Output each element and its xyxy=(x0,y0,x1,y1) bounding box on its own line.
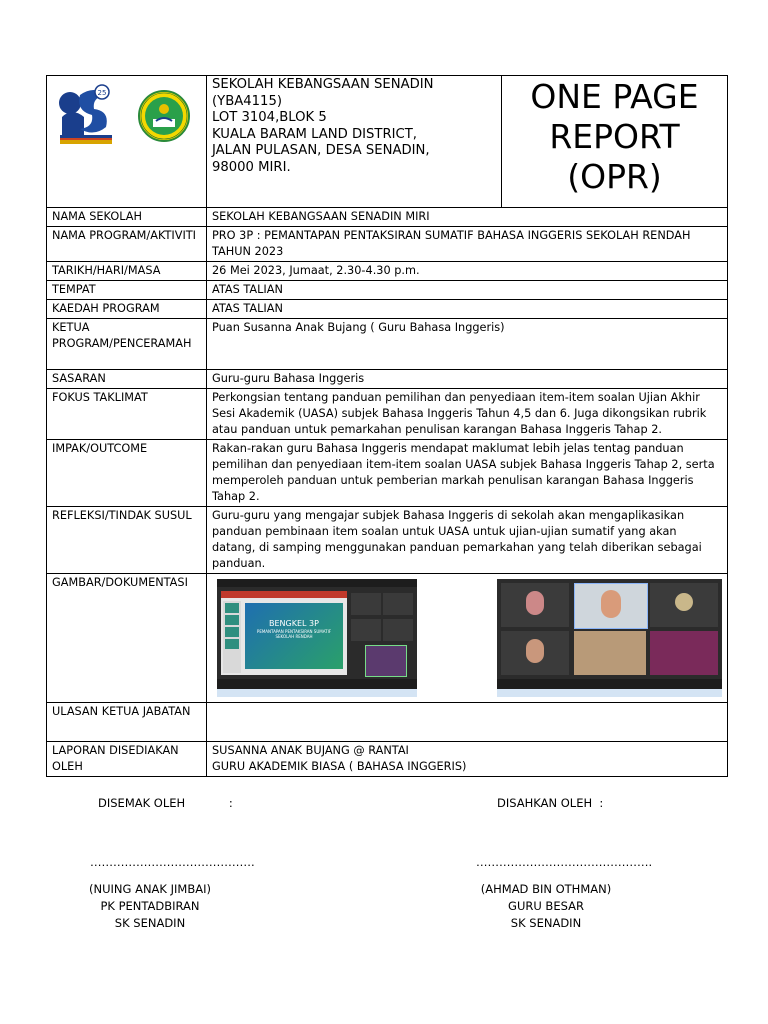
opr-table xyxy=(46,75,728,777)
report-title xyxy=(502,76,728,208)
photo-cell xyxy=(207,574,728,703)
school-crest-icon xyxy=(139,91,189,141)
slide-window xyxy=(221,591,347,675)
row-label: GAMBAR/DOKUMENTASI xyxy=(47,574,207,703)
row-value xyxy=(207,703,728,742)
disahkan-heading: DISAHKAN OLEH : xyxy=(497,796,604,810)
row-label: ULASAN KETUA JABATAN xyxy=(47,703,207,742)
row-kaedah xyxy=(47,300,728,319)
disahkan-school: SK SENADIN xyxy=(510,916,582,930)
row-tarikh xyxy=(47,262,728,281)
meeting-screenshot-2 xyxy=(497,579,722,697)
disahkan-name: (AHMAD BIN OTHMAN) xyxy=(480,882,612,896)
row-gambar xyxy=(47,574,728,703)
row-refleksi xyxy=(47,507,728,574)
logos-cell xyxy=(47,76,207,208)
row-value: Guru-guru yang mengajar subjek Bahasa Inggeris di sekolah akan mengaplikasikan panduan pembinaan item soalan untuk UASA untuk ujian-ujian sumatif yang akan datang, di samping menggunakan panduan pemarkahan yang telah diberikan sebagai panduan. xyxy=(207,507,728,574)
row-value: PRO 3P : PEMANTAPAN PENTAKSIRAN SUMATIF BAHASA INGGERIS SEKOLAH RENDAH TAHUN 2023 xyxy=(207,227,728,262)
row-fokus xyxy=(47,389,728,440)
row-label: LAPORAN DISEDIAKAN OLEH xyxy=(47,742,207,777)
meeting-screenshot-1 xyxy=(217,579,417,697)
row-nama-program xyxy=(47,227,728,262)
header-row xyxy=(47,76,728,208)
row-ketua-program xyxy=(47,319,728,370)
row-sasaran xyxy=(47,370,728,389)
row-ulasan xyxy=(47,703,728,742)
disemak-role: PK PENTADBIRAN xyxy=(100,899,200,913)
address-line: 98000 MIRI. xyxy=(212,159,291,175)
address-line: JALAN PULASAN, DESA SENADIN, xyxy=(212,143,430,158)
disemak-label: DISEMAK OLEH xyxy=(98,796,186,810)
row-label: TARIKH/HARI/MASA xyxy=(47,262,207,281)
logo-number: 25 xyxy=(97,89,107,97)
school-logos xyxy=(52,77,192,201)
title-line: REPORT xyxy=(549,117,680,156)
row-tempat xyxy=(47,281,728,300)
disemak-heading xyxy=(98,795,233,812)
row-value: ATAS TALIAN xyxy=(207,300,728,319)
row-label: KAEDAH PROGRAM xyxy=(47,300,207,319)
disahkan-signature-line: ………………………………………. xyxy=(476,855,653,869)
row-impak xyxy=(47,440,728,507)
disahkan-block xyxy=(466,881,626,932)
row-label: NAMA SEKOLAH xyxy=(47,208,207,227)
row-value: Guru-guru Bahasa Inggeris xyxy=(207,370,728,389)
school-address xyxy=(207,76,502,208)
title-line: (OPR) xyxy=(567,157,662,196)
ppd-logo-icon xyxy=(59,85,112,144)
row-value: Perkongsian tentang panduan pemilihan dan penyediaan item-item soalan Ujian Akhir Sesi Akademik (UASA) subjek Bahasa Inggeris Tahun 4,5 dan 6. Juga dikongsikan rubrik atau panduan untuk pemarkahan penulisan karangan Bahasa Inggeris Tahap 2. xyxy=(207,389,728,440)
row-label: FOKUS TAKLIMAT xyxy=(47,389,207,440)
slide-title: BENGKEL 3P xyxy=(269,619,319,628)
row-value: Puan Susanna Anak Bujang ( Guru Bahasa Inggeris) xyxy=(207,319,728,370)
disemak-signature-line: ……………………………………. xyxy=(90,855,255,869)
row-value: Rakan-rakan guru Bahasa Inggeris mendapat maklumat lebih jelas tentag panduan pemilihan dan penyediaan item-item soalan UASA subjek Bahasa Inggeris Tahap 2, serta memperoleh panduan untuk pemberian markah penulisan karangan Bahasa Inggeris Tahap 2. xyxy=(207,440,728,507)
row-value: SEKOLAH KEBANGSAAN SENADIN MIRI xyxy=(207,208,728,227)
title-line: ONE PAGE xyxy=(530,77,699,116)
row-value: ATAS TALIAN xyxy=(207,281,728,300)
preparer-name: SUSANNA ANAK BUJANG @ RANTAI xyxy=(212,744,409,757)
row-label: KETUA PROGRAM/PENCERAMAH xyxy=(47,319,207,370)
row-label: NAMA PROGRAM/AKTIVITI xyxy=(47,227,207,262)
row-label: TEMPAT xyxy=(47,281,207,300)
disemak-school: SK SENADIN xyxy=(114,916,186,930)
address-line: (YBA4115) xyxy=(212,93,282,109)
address-line: KUALA BARAM LAND DISTRICT, xyxy=(212,126,417,142)
disemak-block xyxy=(70,881,230,932)
disemak-colon: : xyxy=(228,796,233,810)
disemak-name: (NUING ANAK JIMBAI) xyxy=(89,882,211,896)
row-label: IMPAK/OUTCOME xyxy=(47,440,207,507)
row-value xyxy=(207,742,728,777)
slide-subtitle: PEMANTAPAN PENTAKSIRAN SUMATIF SEKOLAH RENDAH xyxy=(256,629,332,639)
row-value: 26 Mei 2023, Jumaat, 2.30-4.30 p.m. xyxy=(207,262,728,281)
row-label: REFLEKSI/TINDAK SUSUL xyxy=(47,507,207,574)
disahkan-role: GURU BESAR xyxy=(508,899,584,913)
row-nama-sekolah xyxy=(47,208,728,227)
row-laporan xyxy=(47,742,728,777)
address-line: LOT 3104,BLOK 5 xyxy=(212,110,327,125)
address-line: SEKOLAH KEBANGSAAN SENADIN xyxy=(212,77,434,92)
row-label: SASARAN xyxy=(47,370,207,389)
preparer-title: GURU AKADEMIK BIASA ( BAHASA INGGERIS) xyxy=(212,760,467,773)
